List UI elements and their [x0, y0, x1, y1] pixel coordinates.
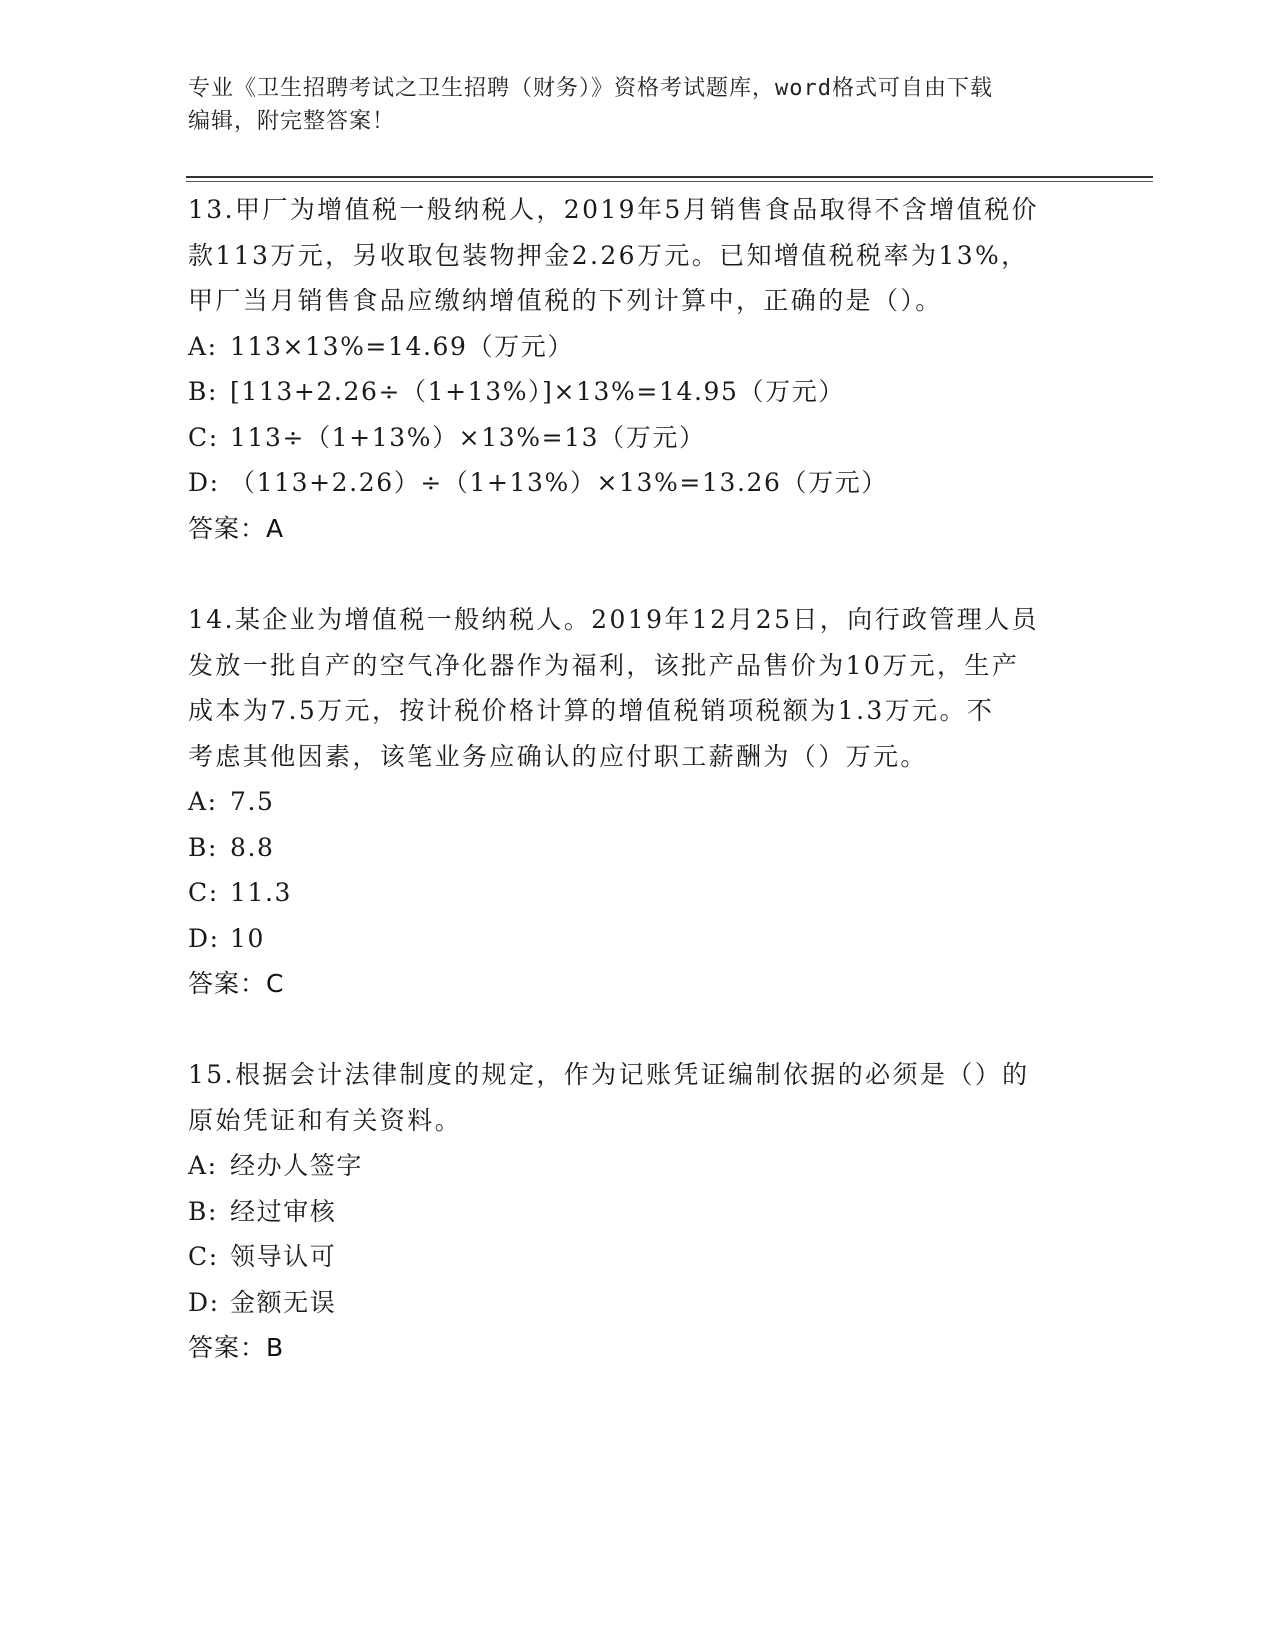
option-letter: B: [188, 832, 218, 862]
header-line-1: 专业《卫生招聘考试之卫生招聘（财务）》资格考试题库，word格式可自由下载 [188, 76, 993, 101]
option-text: 金额无误 [230, 1287, 337, 1317]
option-letter: D: [188, 468, 220, 497]
option-b [188, 1189, 1088, 1235]
option-c [188, 1234, 1088, 1280]
option-text: 8.8 [230, 832, 275, 862]
answer-line: 答案：A [188, 513, 285, 543]
option-text: （113+2.26）÷（1+13%）×13%=13.26（万元） [230, 468, 888, 497]
question-stem: 14.某企业为增值税一般纳税人。2019年12月25日，向行政管理人员 发放一批自产的空气净化器作为福利，该批产品售价为10万元，生产 成本为7.5万元，按计税价格计算的增值税销项税额为1.3万元。不 考虑其他因素，该笔业务应确认的应付职工薪酬为（）万元。 [188, 605, 1040, 771]
question-stem: 13.甲厂为增值税一般纳税人，2019年5月销售食品取得不含增值税价 款113万元，另收取包装物押金2.26万元。已知增值税税率为13%， 甲厂当月销售食品应缴纳增值税的下列计算中，正确的是（）。 [188, 195, 1039, 315]
option-letter: C: [188, 422, 219, 452]
option-text: [113+2.26÷（1+13%）]×13%=14.95（万元） [230, 377, 845, 406]
answer-line: 答案：C [188, 969, 285, 998]
option-text: 10 [230, 923, 266, 953]
option-a [188, 324, 1088, 370]
option-text: 经过审核 [230, 1196, 337, 1226]
option-text: 113÷（1+13%）×13%=13（万元） [230, 422, 706, 452]
question-15 [188, 1052, 1088, 1371]
option-letter: C: [188, 1242, 219, 1271]
option-text: 11.3 [230, 878, 293, 907]
option-a [188, 1143, 1088, 1189]
option-letter: C: [188, 878, 219, 907]
option-d [188, 460, 1088, 506]
option-letter: A: [188, 787, 218, 816]
option-c [188, 870, 1088, 916]
option-d [188, 1280, 1088, 1326]
question-stem: 15.根据会计法律制度的规定，作为记账凭证编制依据的必须是（）的 原始凭证和有关资料。 [188, 1060, 1030, 1135]
header-divider-thin [186, 181, 1153, 182]
option-text: 领导认可 [230, 1242, 337, 1271]
option-text: 7.5 [230, 787, 275, 816]
document-header [188, 72, 1088, 138]
option-letter: B: [188, 1196, 218, 1226]
option-text: 113×13%=14.69（万元） [230, 331, 574, 361]
option-letter: D: [188, 923, 220, 953]
option-b [188, 825, 1088, 871]
option-text: 经办人签字 [230, 1151, 364, 1180]
option-letter: D: [188, 1287, 220, 1317]
option-letter: B: [188, 377, 218, 406]
question-13 [188, 187, 1088, 551]
answer-line: 答案：B [188, 1333, 285, 1362]
option-a [188, 779, 1088, 825]
option-c [188, 415, 1088, 461]
option-b [188, 369, 1088, 415]
question-14 [188, 597, 1088, 1007]
option-letter: A: [188, 331, 218, 361]
option-letter: A: [188, 1151, 218, 1180]
header-line-2: 编辑，附完整答案！ [188, 109, 396, 134]
header-divider-thick [186, 176, 1153, 178]
option-d [188, 916, 1088, 962]
